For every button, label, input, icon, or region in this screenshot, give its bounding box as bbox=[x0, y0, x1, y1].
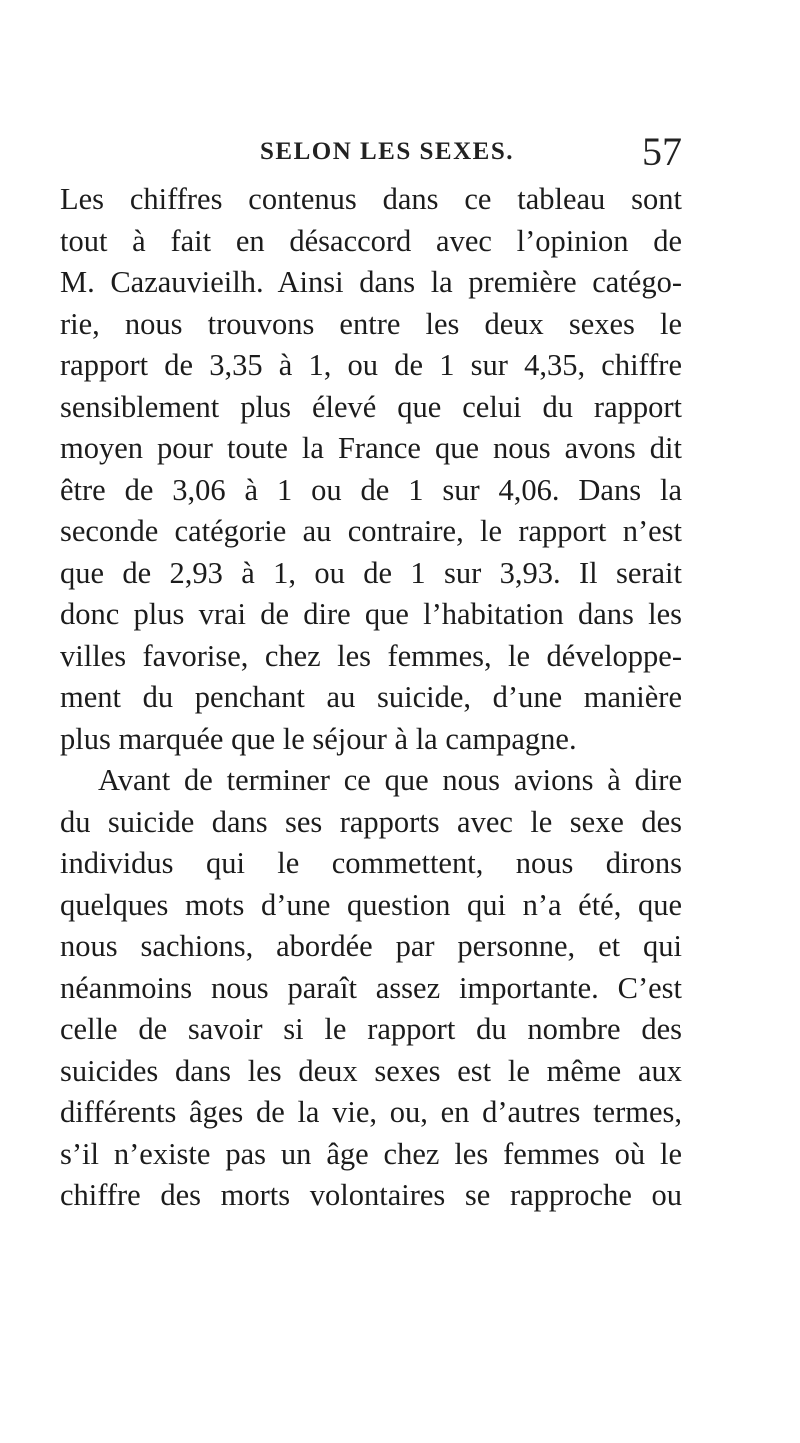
text-line: du suicide dans ses rapports avec le sexe des bbox=[60, 804, 682, 839]
page-number: 57 bbox=[642, 129, 682, 174]
text-line: rapport de 3,35 à 1, ou de 1 sur 4,35, chiffre bbox=[60, 348, 682, 382]
text-line: villes favorise, chez les femmes, le développe- bbox=[60, 638, 682, 673]
text-line: s’il n’existe pas un âge chez les femmes où le bbox=[60, 1136, 682, 1171]
text-line: nous sachions, abordée par personne, et qui bbox=[60, 929, 682, 963]
text-line: quelques mots d’une question qui n’a été, que bbox=[60, 887, 682, 922]
text-line: celle de savoir si le rapport du nombre des bbox=[60, 1012, 682, 1046]
paragraph-start-line: Avant de terminer ce que nous avions à dire bbox=[98, 763, 682, 797]
text-line: que de 2,93 à 1, ou de 1 sur 3,93. Il serait bbox=[60, 555, 682, 590]
text-line: différents âges de la vie, ou, en d’autres termes, bbox=[60, 1095, 682, 1129]
body-text bbox=[60, 179, 682, 1217]
text-line: chiffre des morts volontaires se rapproche ou bbox=[60, 1178, 682, 1212]
text-line: néanmoins nous paraît assez importante. C’est bbox=[60, 970, 682, 1005]
text-line: ment du penchant au suicide, d’une manière bbox=[60, 680, 682, 714]
text-line: tout à fait en désaccord avec l’opinion de bbox=[60, 223, 682, 258]
running-header bbox=[60, 129, 682, 174]
text-line: individus qui le commettent, nous dirons bbox=[60, 846, 682, 880]
text-line: sensiblement plus élevé que celui du rapport bbox=[60, 389, 682, 424]
text-line: rie, nous trouvons entre les deux sexes le bbox=[60, 306, 682, 341]
text-line: suicides dans les deux sexes est le même aux bbox=[60, 1053, 682, 1088]
text-line: M. Cazauvieilh. Ainsi dans la première catégo- bbox=[60, 265, 682, 299]
text-line: moyen pour toute la France que nous avons dit bbox=[60, 431, 682, 465]
text-line: Les chiffres contenus dans ce tableau sont bbox=[60, 182, 682, 216]
running-title: SELON LES SEXES. bbox=[260, 138, 514, 165]
text-line: seconde catégorie au contraire, le rapport n’est bbox=[60, 514, 682, 548]
text-line: être de 3,06 à 1 ou de 1 sur 4,06. Dans la bbox=[60, 472, 682, 507]
paragraph-end-line: plus marquée que le séjour à la campagne. bbox=[60, 721, 577, 756]
text-line: donc plus vrai de dire que l’habitation dans les bbox=[60, 597, 682, 631]
